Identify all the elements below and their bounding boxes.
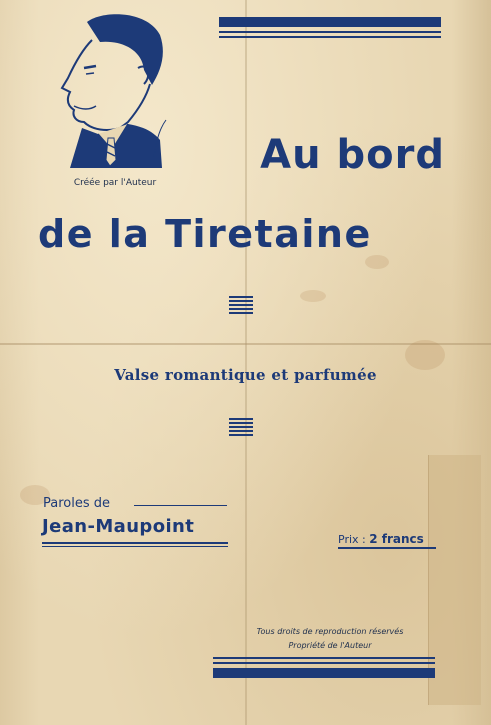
top-rule-thin: [219, 36, 441, 38]
rights-line-2: Propriété de l'Auteur: [288, 641, 372, 650]
ornament-stack-top: [229, 296, 253, 316]
title-line-1: Au bord: [260, 132, 445, 178]
stain: [300, 290, 326, 302]
price-value: 2 francs: [369, 532, 424, 546]
lyricist-name: Jean-Maupoint: [42, 516, 195, 537]
bottom-rule-thin: [213, 662, 435, 664]
lyrics-line: [134, 505, 227, 506]
vertical-fold: [245, 0, 247, 725]
stain: [365, 255, 389, 269]
portrait-caricature: [52, 10, 170, 172]
ornament-stack-bottom: [229, 418, 253, 438]
lyrics-label: Paroles de: [43, 496, 110, 511]
price-rule: [338, 547, 436, 549]
rights-notice: [230, 625, 430, 653]
price-label: Prix :: [338, 533, 366, 546]
top-rule-thin: [219, 31, 441, 33]
portrait-caption: Créée par l'Auteur: [73, 178, 157, 188]
tape-strip: [428, 455, 481, 705]
bottom-rule-thin: [213, 657, 435, 659]
rights-line-1: Tous droits de reproduction réservés: [256, 627, 404, 636]
lyricist-rule: [42, 542, 228, 544]
lyricist-rule: [42, 546, 228, 547]
title-line-2: de la Tiretaine: [38, 212, 372, 256]
top-rule-thick: [219, 17, 441, 27]
subtitle: Valse romantique et parfumée: [114, 366, 377, 384]
bottom-rule-thick: [213, 668, 435, 678]
price: [338, 532, 424, 546]
